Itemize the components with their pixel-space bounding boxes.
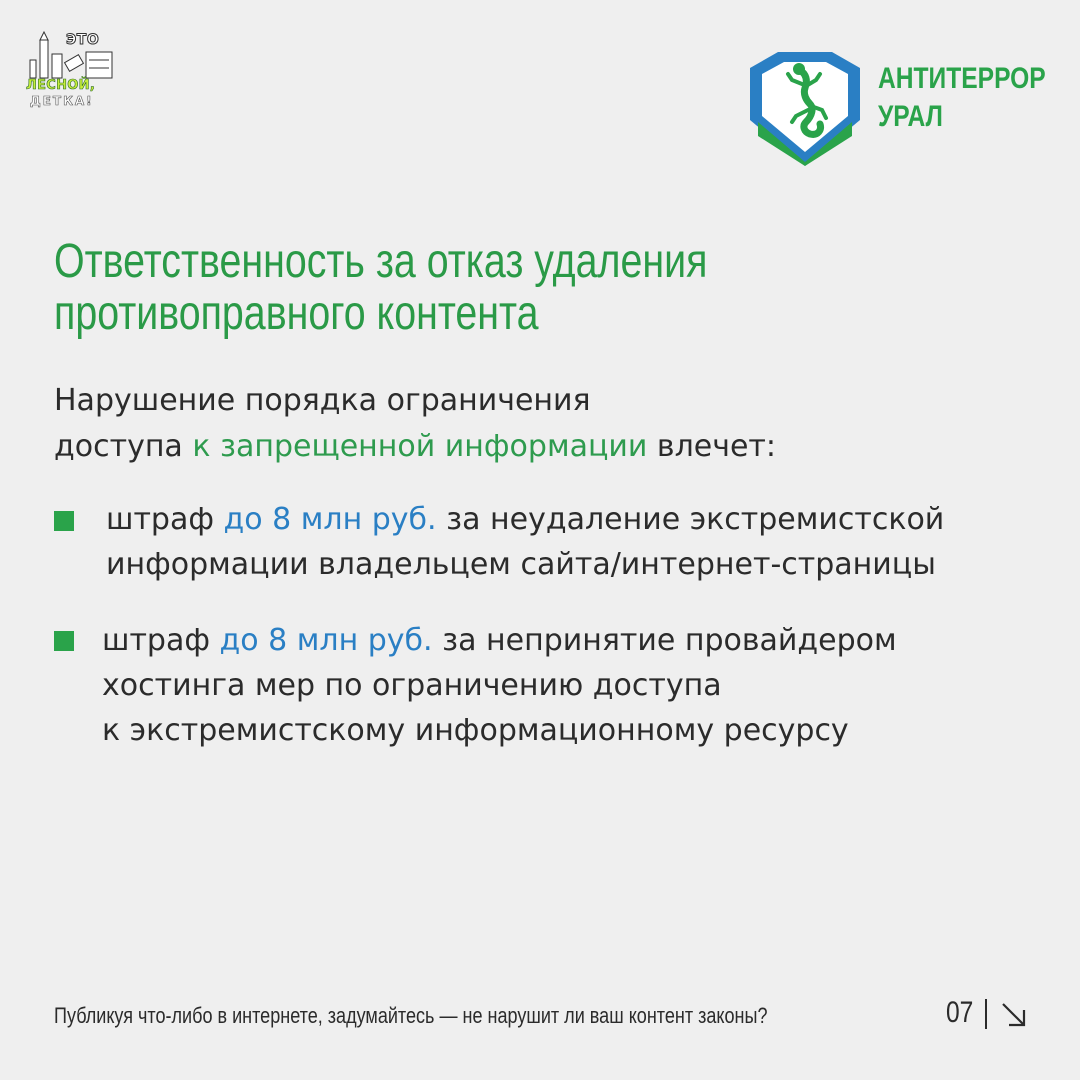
list-item [54,497,994,597]
brand-name-line2: УРАЛ [878,100,943,133]
brand-logo [748,50,1046,170]
list-item [52,618,992,758]
corner-logo-line1: ЭТО [66,32,100,48]
page-title-line1: Ответственность за отказ удаления [54,235,708,288]
corner-logo-line3: ДЕТКА! [30,94,94,108]
brand-name-line1: АНТИТЕРРОР [878,62,1046,95]
page-title-line2: противоправного контента [54,287,539,340]
list-item-text [102,618,897,753]
bullet-line3: к экстремистскому информационному ресурсу [102,713,849,748]
intro-highlight: к запрещенной информации [192,429,648,464]
page-title [54,236,792,340]
intro-paragraph [54,378,954,470]
bullet-rest: за непринятие провайдером [432,623,897,658]
arrow-down-right-icon[interactable] [1000,1001,1028,1029]
intro-line2-prefix: доступа [54,429,193,464]
bullet-square-icon [54,511,74,531]
bullet-line2: информации владельцем сайта/интернет-страницы [106,547,936,582]
shield-lizard-icon [748,50,863,168]
fine-amount: до 8 млн руб. [223,502,437,537]
page-number: 07 [946,996,974,1029]
intro-line2-suffix: влечет: [647,429,777,464]
list-item-text [106,497,944,587]
corner-logo-line2: ЛЕСНОЙ, [26,78,96,93]
fine-amount: до 8 млн руб. [219,623,433,658]
footer-caption: Публикуя что-либо в интернете, задумайтесь — не нарушит ли ваш контент законы? [54,1003,768,1028]
intro-line1: Нарушение порядка ограничения [54,383,591,418]
corner-logo [26,30,118,112]
intro-line2 [54,424,954,470]
footer-divider [985,999,987,1029]
bullet-prefix: штраф [102,623,220,658]
bullet-prefix: штраф [106,502,224,537]
bullet-square-icon [54,631,74,651]
bullet-line2: хостинга мер по ограничению доступа [102,668,722,703]
bullet-rest: за неудаление экстремистской [436,502,945,537]
